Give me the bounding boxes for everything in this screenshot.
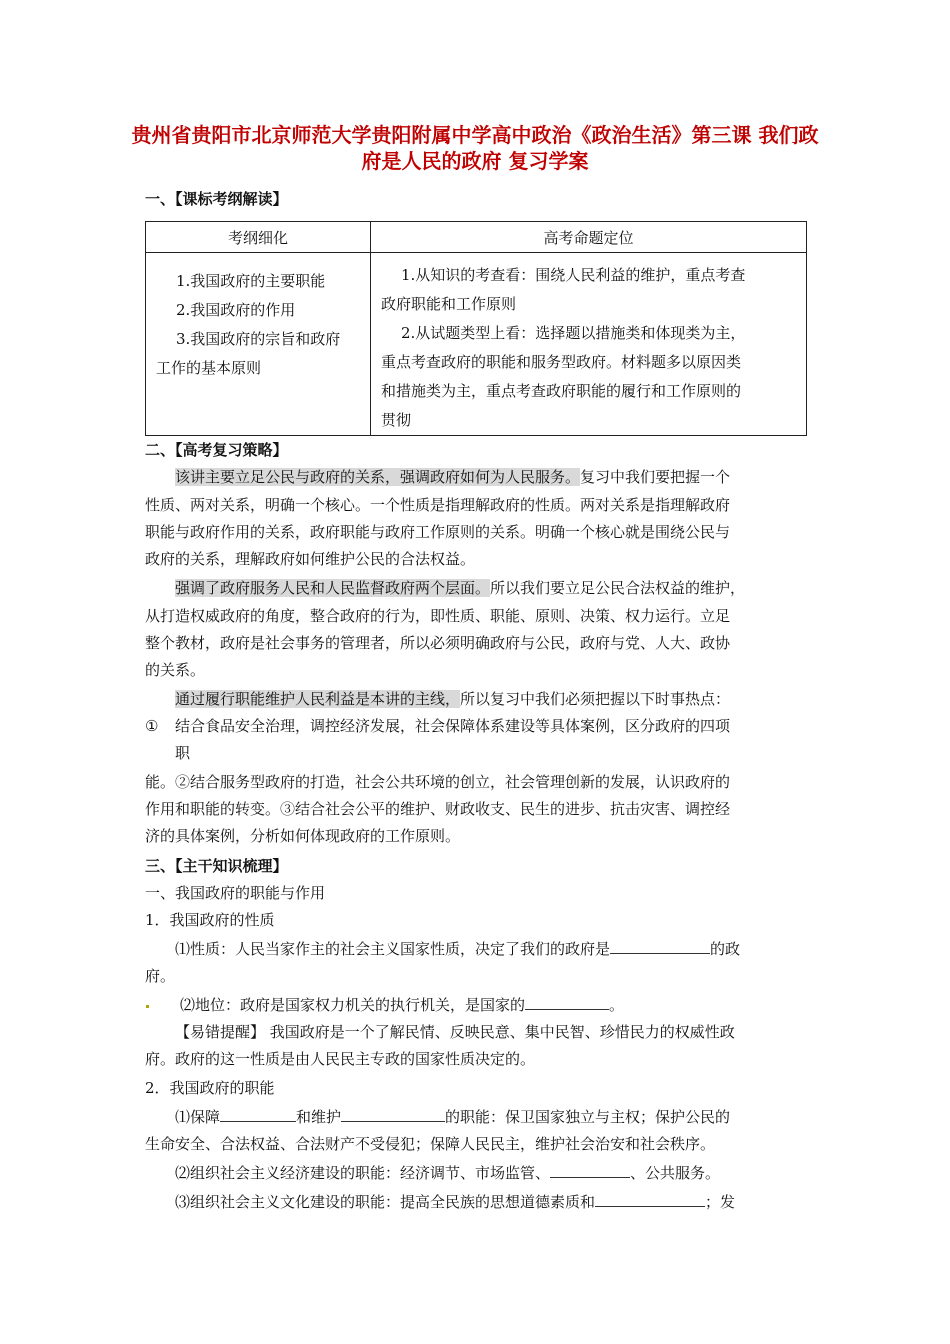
fill-in-line: ⑴保障 和维护 的职能：保卫国家独立与主权；保护公民的	[175, 1108, 731, 1126]
section1-heading: 一、【课标考纲解读】	[145, 190, 288, 208]
subsection-title: 一、我国政府的职能与作用	[145, 884, 326, 902]
text-line: 政府的关系，理解政府如何维护公民的合法权益。	[145, 550, 476, 568]
highlighted-text: 强调了政府服务人民和人民监督政府两个层面。	[175, 579, 491, 597]
text-line: 从打造权威政府的角度，整合政府的行为，即性质、职能、原则、决策、权力运行。立足	[145, 607, 731, 625]
answer-blank[interactable]	[220, 1107, 296, 1122]
answer-blank[interactable]	[550, 1163, 630, 1178]
highlighted-text: 通过履行职能维护人民利益是本讲的主线，	[175, 690, 461, 708]
text-line: 职能与政府作用的关系，政府职能与政府工作原则的关系。明确一个核心就是围绕公民与	[145, 523, 731, 541]
table-cell-positioning	[371, 253, 807, 436]
table-header-row	[146, 222, 807, 253]
outline-item: 3.我国政府的宗旨和政府	[176, 330, 341, 348]
positioning-line: 2.从试题类型上看：选择题以措施类和体现类为主，	[401, 324, 746, 342]
positioning-line: 1.从知识的考查看：围绕人民利益的维护，重点考查	[401, 266, 746, 284]
text-line: 性质、两对关系，明确一个核心。一个性质是指理解政府的性质。两对关系是指理解政府	[145, 496, 731, 514]
positioning-line: 和措施类为主，重点考查政府职能的履行和工作原则的	[381, 382, 742, 400]
positioning-line: 政府职能和工作原则	[381, 295, 517, 313]
answer-blank[interactable]	[525, 995, 609, 1010]
outline-item: 1.我国政府的主要职能	[176, 272, 326, 290]
document-title: 贵州省贵阳市北京师范大学贵阳附属中学高中政治《政治生活》第三课 我们政府是人民的政府 复习学案	[131, 123, 819, 173]
text-line: 府。	[145, 967, 176, 985]
positioning-line: 重点考查政府的职能和服务型政府。材料题多以原因类	[381, 353, 742, 371]
tip-label: 【易错提醒】	[175, 1023, 266, 1041]
highlighted-text: 该讲主要立足公民与政府的关系，强调政府如何为人民服务。	[175, 468, 581, 486]
text-line: 职	[175, 744, 191, 762]
table-row	[146, 253, 807, 436]
table-cell-outline	[146, 253, 371, 436]
fill-in-line: ⑶组织社会主义文化建设的职能：提高全民族的思想道德素质和 ；发	[175, 1193, 736, 1211]
list-item: 结合食品安全治理，调控经济发展，社会保障体系建设等具体案例，区分政府的四项	[175, 717, 731, 735]
outline-table	[145, 221, 807, 436]
answer-blank[interactable]	[341, 1107, 445, 1122]
subsection-title: 1．我国政府的性质	[145, 911, 275, 929]
outline-item: 2.我国政府的作用	[176, 301, 296, 319]
strategy-paragraph-1: 该讲主要立足公民与政府的关系，强调政府如何为人民服务。复习中我们要把握一个	[175, 468, 731, 486]
text-line: 能。②结合服务型政府的打造，社会公共环境的创立，社会管理创新的发展，认识政府的	[145, 773, 731, 791]
answer-blank[interactable]	[595, 1192, 705, 1207]
strategy-paragraph-3: 通过履行职能维护人民利益是本讲的主线，所以复习中我们必须把握以下时事热点：	[175, 690, 731, 708]
outline-item: 工作的基本原则	[156, 359, 262, 377]
section3-heading: 三、【主干知识梳理】	[145, 857, 288, 875]
text-line: 府。政府的这一性质是由人民民主专政的国家性质决定的。	[145, 1050, 536, 1068]
text-line: 济的具体案例，分析如何体现政府的工作原则。	[145, 827, 461, 845]
scan-artifact	[146, 1005, 149, 1008]
text-line: 生命安全、合法权益、合法财产不受侵犯；保障人民民主，维护社会治安和社会秩序。	[145, 1135, 716, 1153]
text-line: 整个教材，政府是社会事务的管理者，所以必须明确政府与公民，政府与党、人大、政协	[145, 634, 731, 652]
table-header-cell: 高考命题定位	[371, 222, 807, 253]
strategy-paragraph-2: 强调了政府服务人民和人民监督政府两个层面。所以我们要立足公民合法权益的维护，	[175, 579, 746, 597]
fill-in-line: ⑵地位：政府是国家权力机关的执行机关，是国家的 。	[180, 996, 625, 1014]
subsection-title: 2．我国政府的职能	[145, 1079, 275, 1097]
text-line: 作用和职能的转变。③结合社会公平的维护、财政收支、民生的进步、抗击灾害、调控经	[145, 800, 731, 818]
text-line: 的关系。	[145, 661, 206, 679]
answer-blank[interactable]	[610, 939, 710, 954]
tip-paragraph: 【易错提醒】 我国政府是一个了解民情、反映民意、集中民智、珍惜民力的权威性政	[175, 1023, 735, 1041]
list-number: ①	[145, 717, 159, 735]
section2-heading: 二、【高考复习策略】	[145, 441, 288, 459]
fill-in-line: ⑵组织社会主义经济建设的职能：经济调节、市场监管、 、公共服务。	[175, 1164, 721, 1182]
fill-in-line: ⑴性质：人民当家作主的社会主义国家性质，决定了我们的政府是 的政	[175, 940, 741, 958]
table-header-cell: 考纲细化	[146, 222, 371, 253]
positioning-line: 贯彻	[381, 411, 412, 429]
